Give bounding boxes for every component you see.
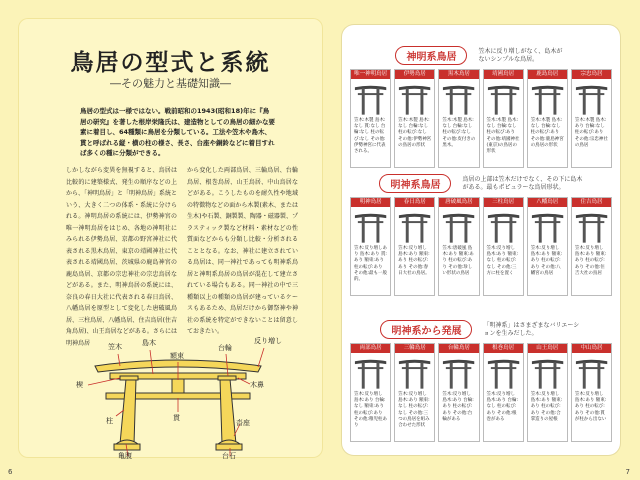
torii-card <box>438 69 479 168</box>
left-page <box>18 18 323 458</box>
torii-icon <box>439 79 478 117</box>
page-number-right: 7 <box>625 468 630 476</box>
torii-icon <box>351 353 390 391</box>
torii-card-name: 唯一神明鳥居 <box>351 70 390 79</box>
torii-card-name: 宗忠鳥居 <box>572 70 611 79</box>
torii-card-info: 笠木:反り増し 島木:あり 額束:あり 柱の転び:あり その他:合掌造りの屋根 <box>530 392 563 422</box>
torii-card-info: 笠木:木製 島木:なし 台輪:なし 柱の転び:なし その他:伊勢神宮の鳥居の形状 <box>398 118 432 148</box>
torii-diagram <box>58 337 298 460</box>
torii-card-name: 鹿島鳥居 <box>528 70 567 79</box>
label-kasagi: 笠木 <box>108 343 122 351</box>
torii-icon <box>572 79 611 117</box>
torii-card-info: 笠木:反り増し 島木:あり 台輪:なし 額束:あり 柱の転び:あり その他:稚児柱あり <box>354 392 388 429</box>
torii-icon <box>351 207 390 245</box>
section-hatten <box>350 319 612 442</box>
torii-card-info: 笠木:木製 島木:なし 台輪:なし 柱の転び:あり その他:鹿島神宮の鳥居の形状 <box>530 118 564 148</box>
torii-card <box>438 197 479 296</box>
torii-icon <box>572 353 611 391</box>
torii-icon <box>395 353 434 391</box>
section-shinmei <box>350 45 612 168</box>
torii-card-info: 笠木:反り増し 島木:あり 額束:あり 柱の転び:あり その他:春日大社の鳥居。 <box>398 246 430 276</box>
torii-icon <box>484 353 523 391</box>
page-subtitle: ―その魅力と基礎知識― <box>110 77 231 90</box>
torii-card-name: 唐破風鳥居 <box>439 198 478 207</box>
label-sorimashi: 反り増し <box>254 337 282 345</box>
label-daiishi: 台石 <box>222 452 236 460</box>
torii-icon <box>528 207 567 245</box>
section-myojin <box>350 173 612 296</box>
torii-card-info: 笠木:反り増しあり 島木:あり 貫:あり 額束:あり 柱の転び:あり その他:最も一般的。 <box>354 246 388 283</box>
cards-shinmei <box>350 69 612 168</box>
torii-card <box>527 197 568 296</box>
torii-card-name: 山王鳥居 <box>528 344 567 353</box>
torii-icon <box>439 207 478 245</box>
torii-card-name: 三柱鳥居 <box>484 198 523 207</box>
label-kamebara: 亀腹 <box>118 452 132 460</box>
torii-card <box>527 343 568 442</box>
torii-card-name: 両部鳥居 <box>351 344 390 353</box>
torii-card <box>571 69 612 168</box>
torii-card <box>350 343 391 442</box>
intro-paragraph: 鳥居の型式は一様ではない。戦前昭和の1943(昭和18)年に『鳥居の研究』を著した根岸栄隆氏は、建造物としての鳥居の細かな要素に着目し、64種類に鳥居を分類している。工法や笠木や島木、貫と呼ばれる縦・横の柱の様さ、長さ、台座や銅鈴などに着目すれば多くの種に分類ができる。 <box>80 107 275 157</box>
body-column-2: から変化した両部鳥居、三輪鳥居、台輪鳥居、根巻鳥居、山王鳥居、中山鳥居などがある。こうしたものを耐久性や地域の特徴物などの面から木製(素木、または生木)や石製、銅製製、陶器・磁器製、プラスティック製など材料・素材などの性質面などからも分類し比較・分析されることとなる。なお、神社に建立されている鳥居は、同一神社であっても明神系鳥居と神明系鳥居の鳥居が混在して建立されている場合もある。同一神社の中で三種類以上の種類の鳥居が建っているケースもあるため、鳥居だけから御祭神や神社の系統を特定ができないことは留意しておきたい。 <box>187 167 298 335</box>
torii-icon <box>528 79 567 117</box>
torii-card-info: 笠木:反り増し 島木:あり 額束:なし 柱の転び:なし その他:三つの鳥居を組み合わせた形状 <box>398 392 430 429</box>
torii-icon <box>484 79 523 117</box>
torii-card-info: 笠木:反り増し 島木:あり 台輪:なし 柱の転び:あり その他:根巻がある <box>486 392 518 422</box>
torii-icon <box>395 207 434 245</box>
torii-card <box>571 343 612 442</box>
torii-icon <box>439 353 478 391</box>
torii-card-name: 伊勢鳥居 <box>395 70 434 79</box>
section-note-myojin: 鳥居の上部は笠木だけでなく、その下に島木がある。最もポピュラーな鳥居形状。 <box>462 175 583 191</box>
torii-card <box>483 343 524 442</box>
torii-card <box>527 69 568 168</box>
torii-icon <box>528 353 567 391</box>
torii-card <box>483 69 524 168</box>
right-page <box>342 25 620 455</box>
torii-card <box>394 69 435 168</box>
torii-card-info: 笠木:反り増し 島木:あり 額束:なし 柱の転び:なし その他:三方に柱を置く <box>486 246 518 276</box>
torii-card-info: 笠木:唐破風 島木:あり 額束:あり 柱の転び:あり その他:珍しい形状の鳥居 <box>442 246 474 276</box>
label-kusabi: 楔 <box>76 381 83 389</box>
cards-myojin <box>350 197 612 296</box>
label-daiwa: 台輪 <box>218 344 232 352</box>
label-kutsuishi: 沓座 <box>236 419 250 427</box>
torii-icon <box>572 207 611 245</box>
torii-card <box>483 197 524 296</box>
torii-card-name: 八幡鳥居 <box>528 198 567 207</box>
torii-card-info: 笠木:木製 島木:なし 貫:なし 台輪:なし 柱の転び:なし その他:伊勢神宮に代表される。 <box>354 118 386 155</box>
label-shimaki: 島木 <box>142 339 156 347</box>
torii-card <box>350 69 391 168</box>
torii-card-info: 笠木:木製 島木:なし 台輪:なし 柱の転び:あり その他:靖國神社(東京)の鳥居の形状 <box>486 118 520 155</box>
torii-icon <box>351 79 390 117</box>
torii-card-info: 笠木:反り増し 島木:あり 額束:あり 柱の転び:あり その他:八幡宮の鳥居 <box>530 246 563 276</box>
torii-card <box>350 197 391 296</box>
page-number-left: 6 <box>8 468 13 476</box>
torii-card-name: 中山鳥居 <box>572 344 611 353</box>
label-kibana: 木鼻 <box>250 381 264 389</box>
torii-card-info: 笠木:木製 島木:あり 台輪:なし 柱の転び:あり その他:宗忠神社の鳥居 <box>574 118 608 148</box>
torii-card <box>394 343 435 442</box>
torii-card-name: 靖國鳥居 <box>484 70 523 79</box>
torii-card-info: 笠木:木製 島木:なし 台輪:なし 柱の転び:なし その他:皮付きの黒木。 <box>442 118 476 148</box>
torii-card-name: 明神鳥居 <box>351 198 390 207</box>
label-nuki: 貫 <box>173 414 180 422</box>
body-column-1: しかしながら変異を無視すると、鳥居は比較的に建築様式、発生の順序などの上から、「神明鳥居」と「明神鳥居」系統という、大きく二つの体系・系統に分けられる。神明鳥居の系統には、伊勢神宮の唯一神明鳥居をはじめ、各地の神明社にみられる伊勢鳥居、京都の野宮神社に代表される黒木鳥居、東京の靖國神社に代表される靖國鳥居、茨城県の鹿島神宮の鹿島鳥居、京都の宗忠神社の宗忠鳥居などがある。また、明神鳥居の系統には、奈良の春日大社に代表される春日鳥居、八幡鳥居を原型として変化した唐破風鳥居、三柱鳥居、八幡鳥居、住吉鳥居(住吉角鳥居)、山王鳥居などがある。さらには明神鳥居 <box>66 167 178 347</box>
page-title: 鳥居の型式と系統 <box>70 49 271 76</box>
label-hashira: 柱 <box>106 417 113 425</box>
torii-icon <box>484 207 523 245</box>
torii-card-name: 黒木鳥居 <box>439 70 478 79</box>
torii-card-info: 笠木:反り増し 島木:あり 額束:あり 柱の転び:あり その他:貫が柱から出ない <box>574 392 607 422</box>
torii-icon <box>395 79 434 117</box>
torii-card-name: 台輪鳥居 <box>439 344 478 353</box>
torii-card-info: 笠木:反り増し 島木:あり 額束:あり 柱の転び:あり その他:住吉大社の鳥居 <box>574 246 607 276</box>
torii-card-info: 笠木:反り増し 島木:あり 台輪:あり 柱の転び:あり その他:台輪がある <box>442 392 474 422</box>
section-title-myojin: 明神系鳥居 <box>379 174 451 193</box>
section-note-shinmei: 笠木に反り増しがなく、島木がないシンプルな鳥居。 <box>478 47 563 63</box>
torii-card <box>438 343 479 442</box>
section-title-hatten: 明神系から発展 <box>380 320 472 339</box>
torii-card <box>394 197 435 296</box>
section-title-shinmei: 神明系鳥居 <box>395 46 467 65</box>
cards-hatten <box>350 343 612 442</box>
label-gakuzuka: 額束 <box>170 352 184 360</box>
section-note-hatten: 「明神系」はさまざまなバリエーションを生みだした。 <box>483 321 580 337</box>
torii-card-name: 春日鳥居 <box>395 198 434 207</box>
torii-card-name: 住吉鳥居 <box>572 198 611 207</box>
torii-card-name: 根巻鳥居 <box>484 344 523 353</box>
torii-card <box>571 197 612 296</box>
torii-card-name: 三輪鳥居 <box>395 344 434 353</box>
